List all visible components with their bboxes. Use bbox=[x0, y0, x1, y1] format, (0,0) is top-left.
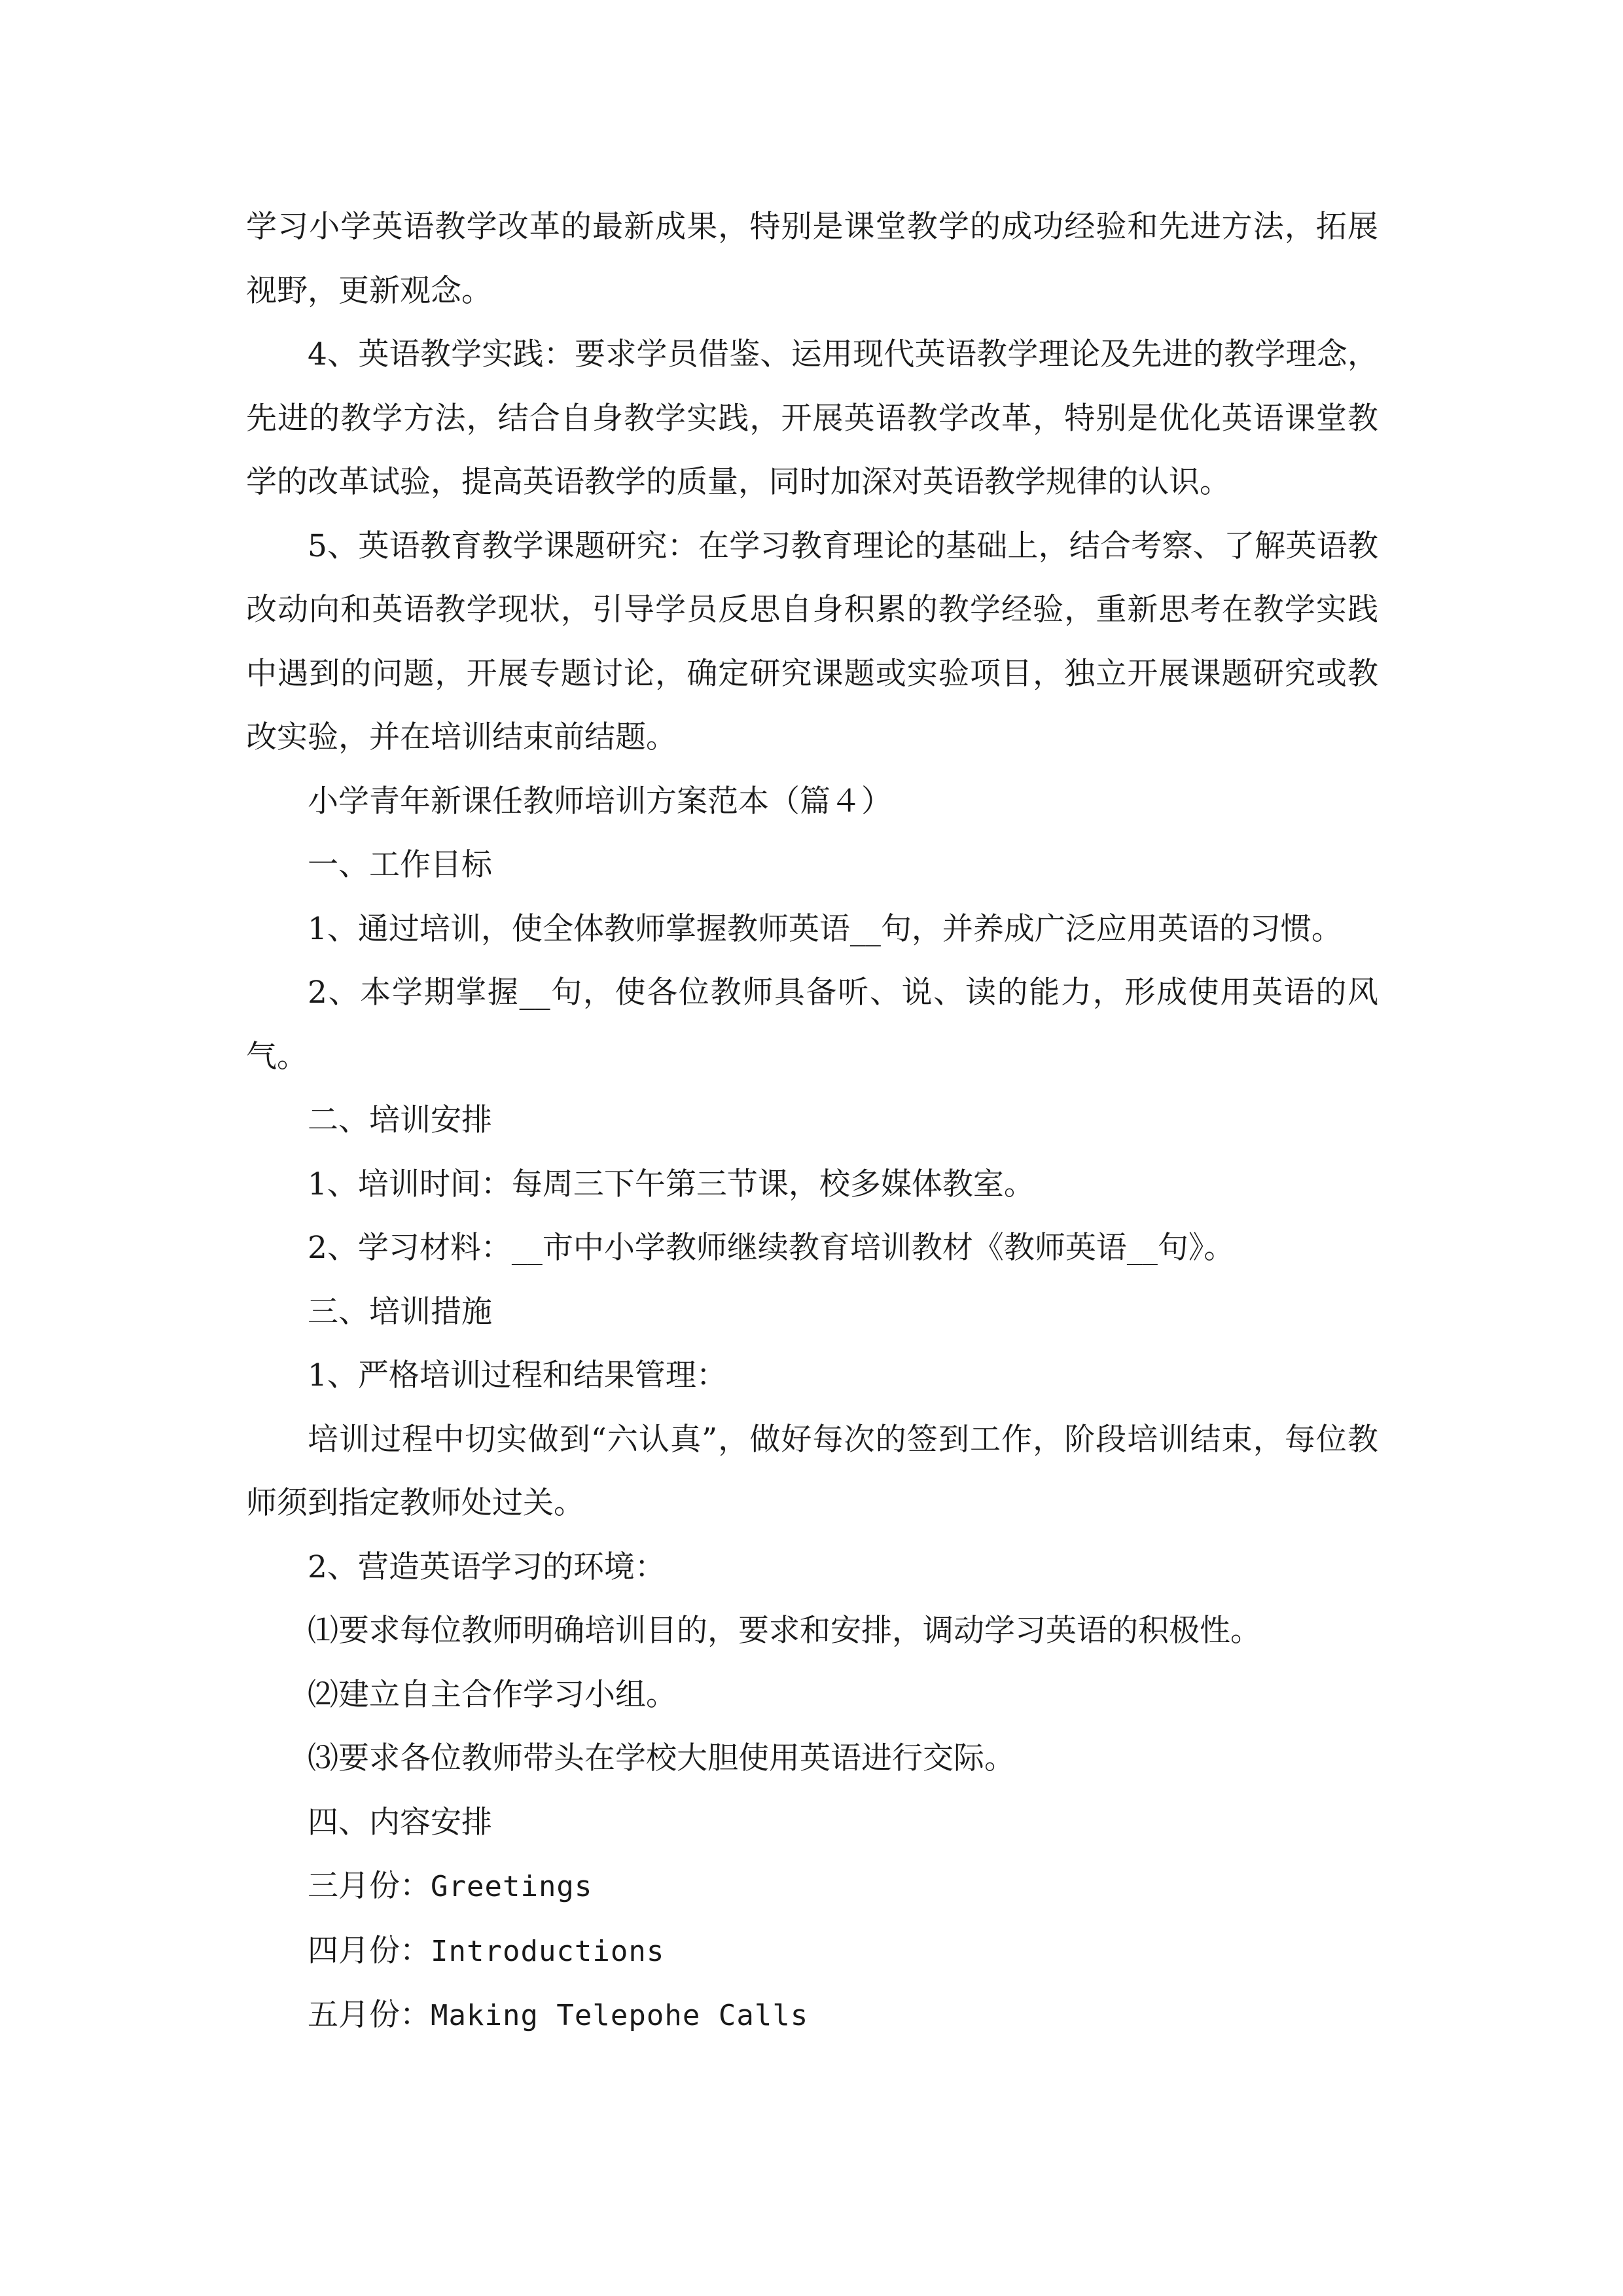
schedule-month: 四月份： bbox=[308, 1932, 431, 1969]
arrangement-item-2: 2、学习材料：__市中小学教师继续教育培训教材《教师英语__句》。 bbox=[308, 1230, 1235, 1266]
paragraph-english-teaching-practice: 4、英语教学实践：要求学员借鉴、运用现代英语教学理论及先进的教学理念，先进的教学方法，结合自身教学实践，开展英语教学改革，特别是优化英语课堂教学的改革试验，提高英语教学的质量，同时加深对英语教学规律的认识。 bbox=[246, 336, 1378, 500]
schedule-topic: Greetings bbox=[431, 1870, 593, 1903]
measure-subitem-3: ⑶要求各位教师带头在学校大胆使用英语进行交际。 bbox=[308, 1740, 1015, 1776]
schedule-month: 三月份： bbox=[308, 1868, 431, 1904]
paragraph-research-topics: 5、英语教育教学课题研究：在学习教育理论的基础上，结合考察、了解英语教改动向和英语教学现状，引导学员反思自身积累的教学经验，重新思考在教学实践中遇到的问题，开展专题讨论，确定研究课题或实验项目，独立开展课题研究或教改实验，并在培训结束前结题。 bbox=[246, 528, 1378, 755]
measure-item-1-detail: 培训过程中切实做到“六认真”，做好每次的签到工作，阶段培训结束，每位教师须到指定教师处过关。 bbox=[246, 1421, 1378, 1521]
schedule-item-april bbox=[246, 1919, 1378, 1984]
paragraph-continuation: 学习小学英语教学改革的最新成果，特别是课堂教学的成功经验和先进方法，拓展视野，更新观念。 bbox=[246, 209, 1378, 309]
goal-item-2: 2、本学期掌握__句，使各位教师具备听、说、读的能力，形成使用英语的风气。 bbox=[246, 975, 1378, 1075]
heading-work-goals: 一、工作目标 bbox=[308, 847, 492, 883]
measure-subitem-1: ⑴要求每位教师明确培训目的，要求和安排，调动学习英语的积极性。 bbox=[308, 1613, 1261, 1649]
heading-training-measures: 三、培训措施 bbox=[308, 1293, 492, 1330]
measure-item-2: 2、营造英语学习的环境： bbox=[308, 1549, 666, 1585]
document-body bbox=[246, 195, 1378, 2048]
schedule-item-may bbox=[246, 1983, 1378, 2048]
measure-item-1: 1、严格培训过程和结果管理： bbox=[308, 1357, 727, 1393]
schedule-month: 五月份： bbox=[308, 1997, 431, 2033]
heading-training-arrangement: 二、培训安排 bbox=[308, 1102, 492, 1138]
heading-content-arrangement: 四、内容安排 bbox=[308, 1804, 492, 1840]
section-title-plan-4: 小学青年新课任教师培训方案范本（篇４） bbox=[308, 783, 892, 819]
measure-subitem-2: ⑵建立自主合作学习小组。 bbox=[308, 1676, 677, 1713]
arrangement-item-1: 1、培训时间：每周三下午第三节课，校多媒体教室。 bbox=[308, 1166, 1035, 1202]
schedule-item-march bbox=[246, 1854, 1378, 1919]
goal-item-1: 1、通过培训，使全体教师掌握教师英语__句，并养成广泛应用英语的习惯。 bbox=[308, 910, 1342, 947]
schedule-topic: Introductions bbox=[431, 1934, 665, 1968]
schedule-topic: Making Telepohe Calls bbox=[431, 1999, 809, 2032]
